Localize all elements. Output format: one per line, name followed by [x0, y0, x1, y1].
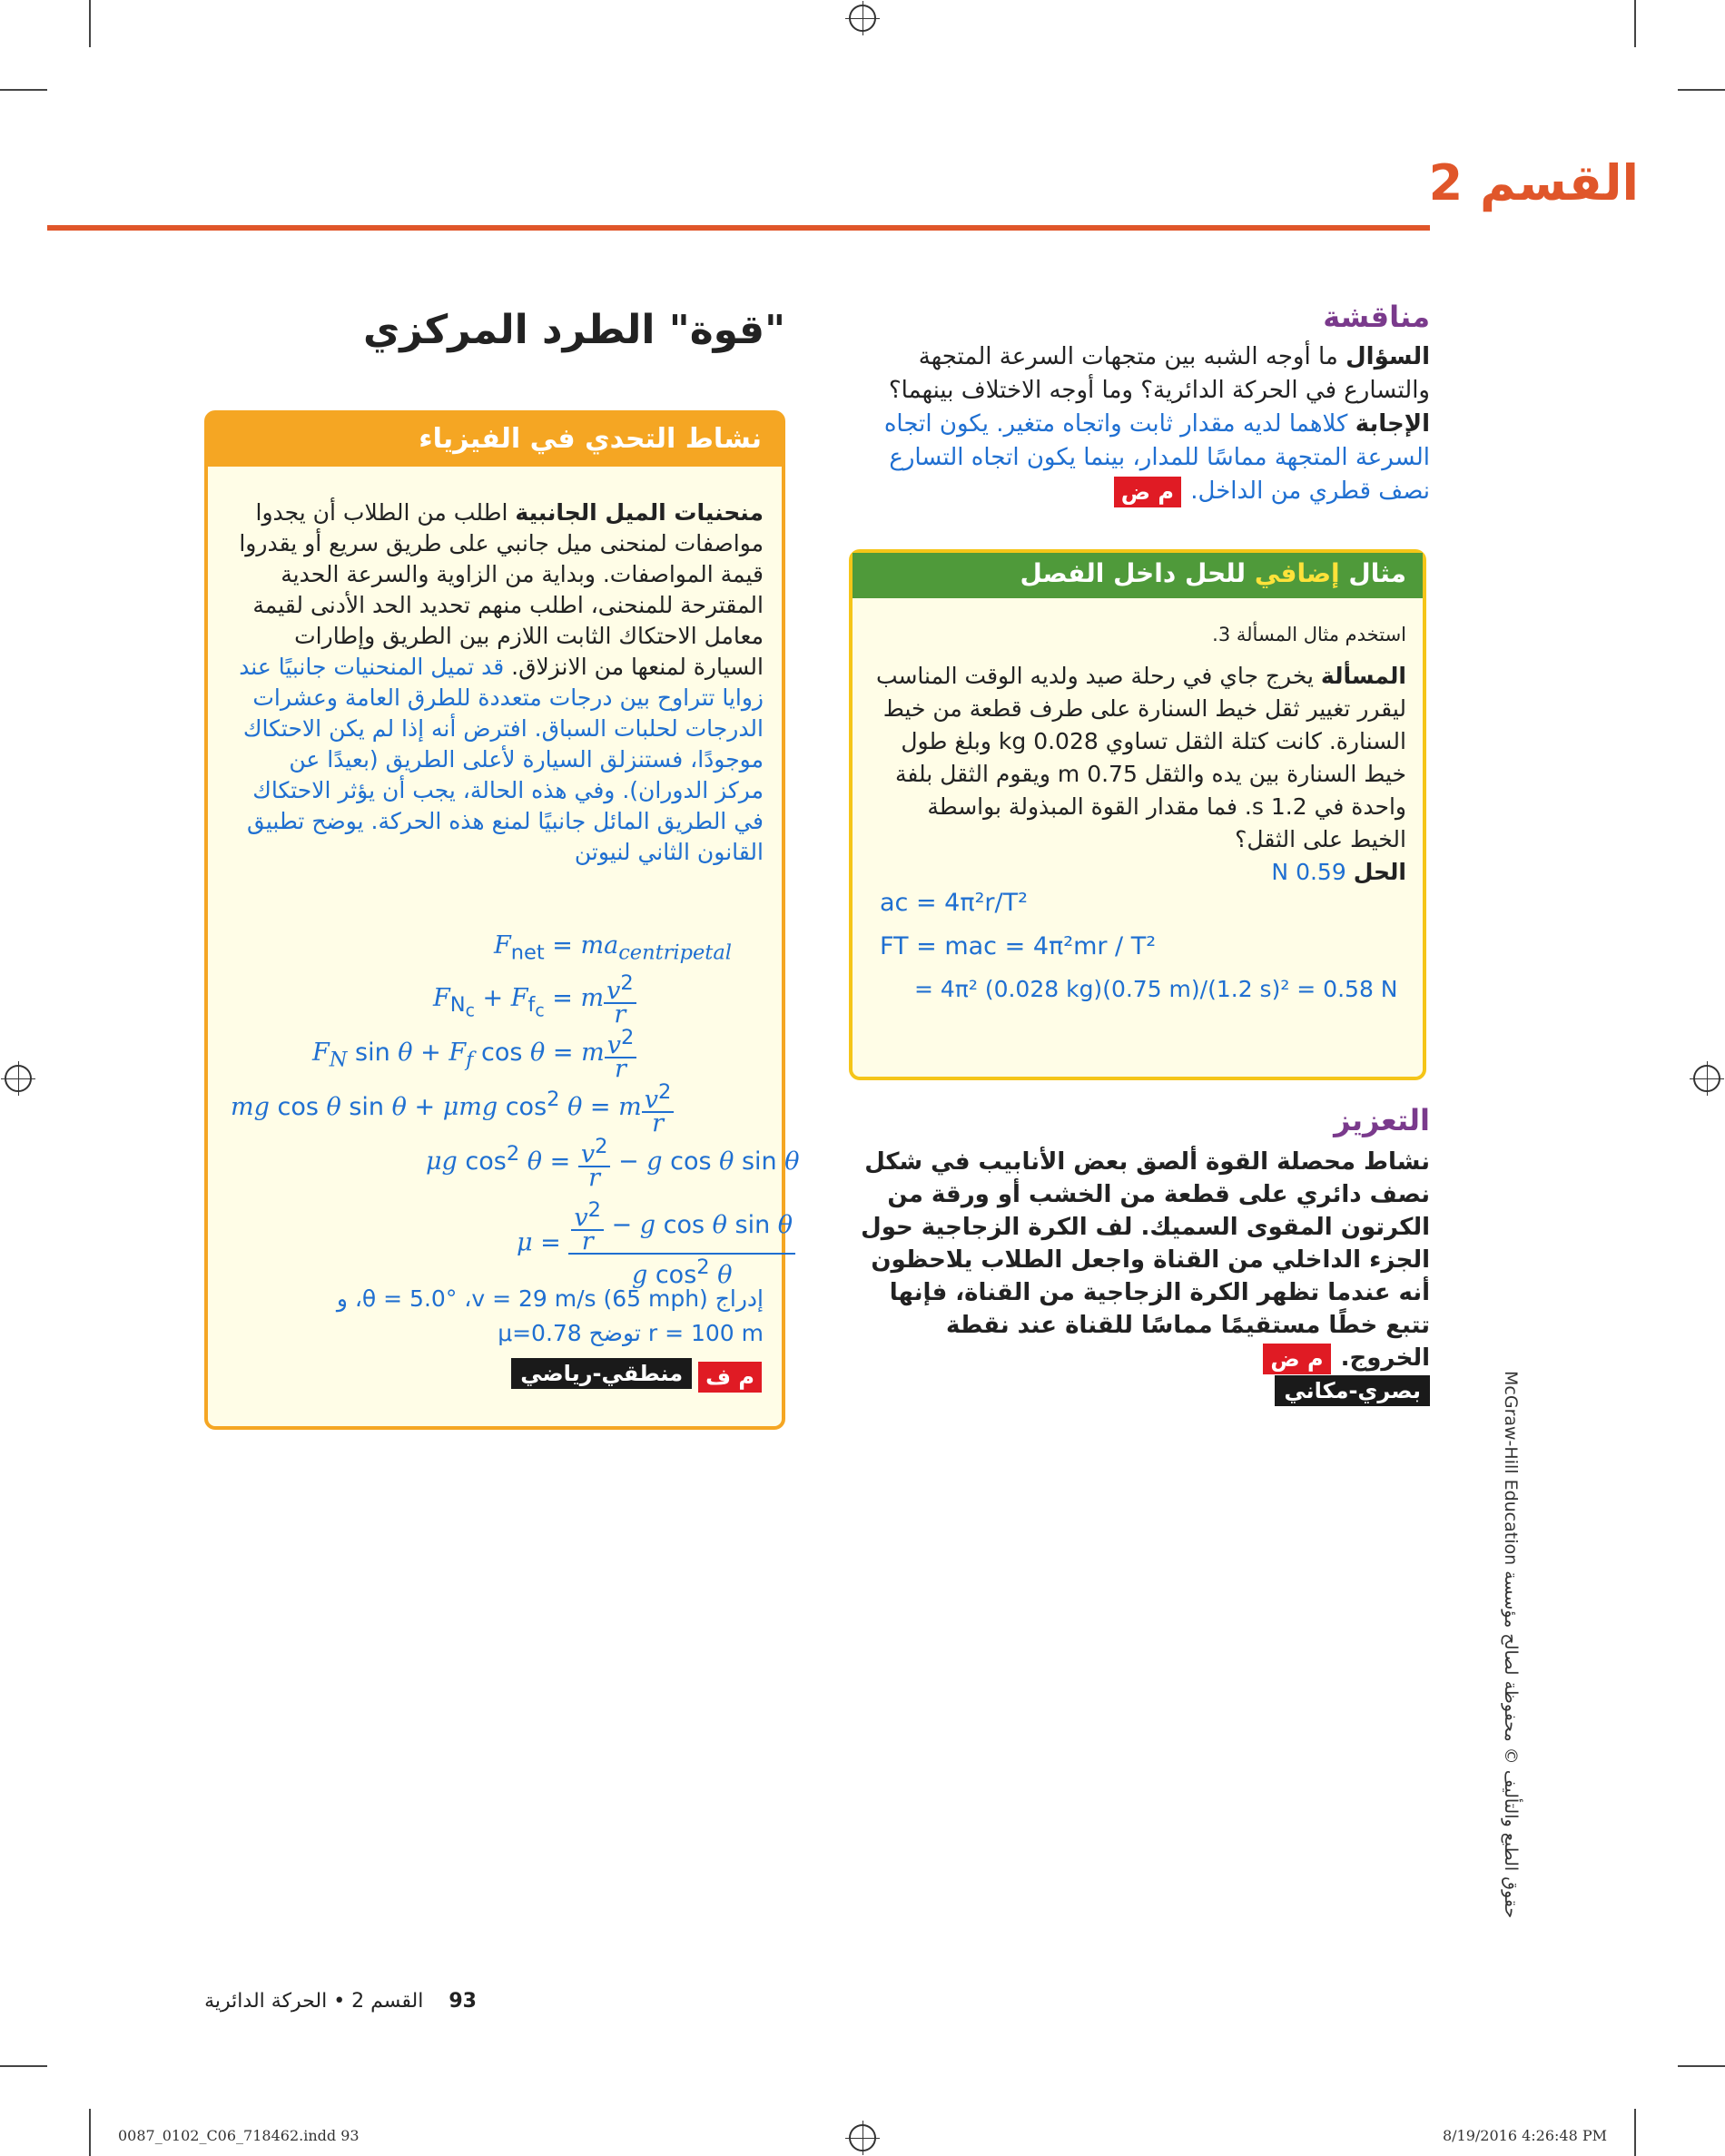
solution-label: الحل	[1353, 859, 1406, 885]
page-number: 93	[448, 1990, 477, 2013]
crop-mark	[1634, 2109, 1636, 2156]
crop-mark	[89, 2109, 91, 2156]
equation-components: $F_N$ $\sin \theta + F_f$ cos θ = m $\frac{v^2}{r}$	[312, 1027, 636, 1080]
challenge-tags	[511, 1358, 764, 1393]
reinforce-badge: م ض	[1263, 1344, 1330, 1374]
equation-newton: $F_{net} = ma_{centripetal}$	[494, 931, 732, 965]
example-equation-2: FT = mac = 4π²mr / T²	[880, 932, 1157, 960]
question-text: ما أوجه الشبه بين متجهات السرعة المتجهة والتسارع في الحركة الدائرية؟ وما أوجه الاختلاف بينهما؟	[888, 343, 1430, 404]
challenge-result-line: r = 100 m توضح μ=0.78	[498, 1320, 764, 1346]
challenge-box	[204, 410, 800, 1430]
answer-label: الإجابة	[1355, 410, 1430, 438]
equation-forces: $F_{N_c} + F_{f_c} = m$ $\frac{v^2}{r}$	[433, 972, 636, 1026]
crop-mark	[89, 0, 91, 47]
reinforce-block	[849, 1146, 1430, 1407]
discussion-answer	[849, 408, 1430, 508]
reinforce-text: نشاط محصلة القوة ألصق بعض الأنابيب في شكل نصف دائري على قطعة من الخشب أو ورقة من الكرتون المقوى السميك. لف الكرة الزجاجية حول الجزء الداخلي من القناة واجعل الطلاب يلاحظون أنه عندما تظهر الكرة الزجاجية من القناة، فإنها تتبع خطًا مستقيمًا مماسًا للقناة عند نقطة الخروج.	[861, 1148, 1430, 1372]
crop-mark	[0, 2065, 47, 2067]
challenge-given-line: إدراج θ = 5.0° ،v = 29 m/s (65 mph)، و	[336, 1285, 764, 1312]
slug-filename: 0087_0102_C06_718462.indd 93	[118, 2127, 360, 2144]
crop-mark	[1634, 0, 1636, 47]
problem-label: المسألة	[1320, 663, 1406, 689]
crop-mark	[1678, 2065, 1725, 2067]
registration-mark-icon	[5, 1065, 32, 1092]
registration-mark-icon	[849, 5, 876, 32]
equation-substituted: mg cos θ sin θ + μmg $\cos^2 \theta = m$ $\frac{v^2}{r}$	[231, 1081, 674, 1135]
challenge-lead-label: منحنيات الميل الجانبية	[515, 499, 764, 526]
equation-mu-g: μg $\cos^2 \theta$ = $\frac{v^2}{r}$ − g cos θ sin θ	[426, 1135, 800, 1192]
copyright-notice: حقوق الطبع والتأليف © محفوظة لصالح مؤسسة McGraw-Hill Education	[1501, 1371, 1521, 1919]
solution-value: 0.59 N	[1271, 859, 1346, 885]
discussion-badge: م ض	[1114, 477, 1181, 507]
challenge-answer-text: قد تميل المنحنيات جانبيًا عند زوايا تتراوح بين درجات متعددة للطرق العامة وعشرات الدرجات لحلبات السباق. افترض أنه إذا لم يكن الاحتكاك موجودًا، فستنزلق السيارة لأعلى الطريق (بعيدًا عن مركز الدوران). وفي هذه الحالة، يجب أن يؤثر الاحتكاك في الطريق المائل جانبيًا لمنع هذه الحركة. يوضح تطبيق القانون الثاني لنيوتن	[239, 654, 764, 865]
challenge-header: نشاط التحدي في الفيزياء	[208, 414, 782, 467]
example-header	[853, 553, 1423, 598]
reinforce-heading: التعزيز	[1334, 1103, 1430, 1137]
example-equation-1: ac = 4π²r/T²	[880, 889, 1028, 917]
reinforce-tag: بصري-مكاني	[1275, 1375, 1430, 1406]
equation-mu: μ = $\frac{v^2}{r}$ − g cos θ sin θ g $\cos^2 \theta$	[517, 1199, 795, 1288]
challenge-lead-text: اطلب من الطلاب أن يجدوا مواصفات لمنحنى ميل جانبي على طريق سريع أو يقدروا قيمة المواصفات. وبداية من الزاوية والسرعة الحدية المقترحة للمنحنى، اطلب منهم تحديد الحد الأدنى لقيمة معامل الاحتكاك الثابت اللازم بين الطريق وإطارات السيارة لمنعها من الانزلاق.	[239, 499, 764, 680]
answer-text: كلاهما لديه مقدار ثابت واتجاه متغير. يكون اتجاه السرعة المتجهة مماسًا للمدار، بينما يكون اتجاه التسارع نصف قطري من الداخل.	[883, 410, 1430, 505]
example-header-highlight: إضافي	[1254, 558, 1340, 588]
registration-mark-icon	[1693, 1065, 1720, 1092]
challenge-text-block	[237, 497, 764, 868]
discussion-heading: مناقشة	[1323, 300, 1430, 334]
question-label: السؤال	[1346, 343, 1430, 370]
section-title: القسم 2	[1428, 154, 1639, 212]
example-header-suffix: للحل داخل الفصل	[1020, 558, 1247, 588]
discussion-block	[849, 340, 1430, 508]
crop-mark	[0, 89, 47, 91]
example-header-prefix: مثال	[1348, 558, 1406, 588]
problem-text: يخرج جاي في رحلة صيد ولديه الوقت المناسب ليقرر تغيير ثقل خيط السنارة على طرف قطعة من خيط السنارة. كانت كتلة الثقل تساوي 0.028 kg وبلغ طول خيط السنارة بين يده والثقل 0.75 m ويقوم الثقل بلفة واحدة في 1.2 s. فما مقدار القوة المبذولة بواسطة الخيط على الثقل؟	[875, 663, 1406, 852]
example-equation-3: = 4π² (0.028 kg)(0.75 m)/(1.2 s)² = 0.58 N	[914, 976, 1398, 1002]
example-intro: استخدم مثال المسألة 3.	[1212, 624, 1406, 645]
centrifugal-title: "قوة" الطرد المركزي	[362, 307, 785, 353]
example-problem	[866, 660, 1406, 889]
section-rule	[47, 225, 1430, 231]
challenge-badge: م ف	[698, 1362, 762, 1393]
slug-timestamp: 8/19/2016 4:26:48 PM	[1442, 2127, 1607, 2144]
registration-mark-icon	[849, 2124, 876, 2151]
page-folio	[204, 1990, 477, 2013]
running-text: القسم 2 • الحركة الدائرية	[204, 1990, 424, 2013]
crop-mark	[1678, 89, 1725, 91]
example-box	[849, 549, 1426, 1080]
challenge-tag: منطقي-رياضي	[511, 1358, 692, 1389]
discussion-question	[849, 340, 1430, 408]
